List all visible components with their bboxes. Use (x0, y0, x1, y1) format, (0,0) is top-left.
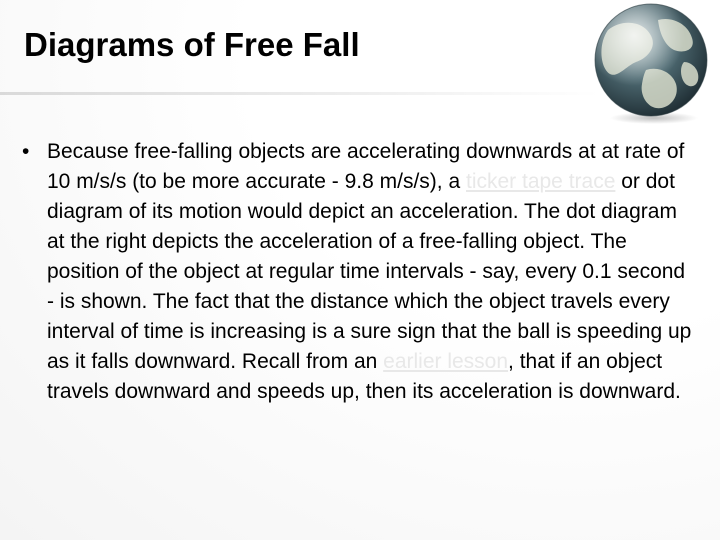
paragraph-text-1: Because free-falling objects are accelerating downwards at at rate of 10 m/s/s (to be more accurate - 9.8 m/s/s), a (47, 140, 685, 193)
slide-title: Diagrams of Free Fall (24, 26, 360, 63)
bullet-item (22, 137, 702, 407)
paragraph-text-2: or dot diagram of its motion would depict an acceleration. The dot diagram at the right depicts the acceleration of a free-falling object. The position of the object at regular time intervals - say, every 0.1 second - is shown. The fact that the distance which the object travels every interval of time is increasing is a sure sign that the ball is speeding up as it falls downward. Recall from an (47, 170, 692, 373)
ticker-tape-link[interactable]: ticker tape trace (465, 170, 616, 193)
globe-icon (588, 0, 714, 126)
paragraph-text-3: , that if an object travels downward and speeds up, then its acceleration is downward. (47, 350, 681, 403)
content-body (22, 137, 702, 407)
bullet-paragraph (47, 137, 697, 407)
title-divider (0, 92, 600, 95)
bullet-marker: • (22, 140, 30, 163)
earlier-lesson-link[interactable]: earlier lesson (383, 350, 509, 373)
